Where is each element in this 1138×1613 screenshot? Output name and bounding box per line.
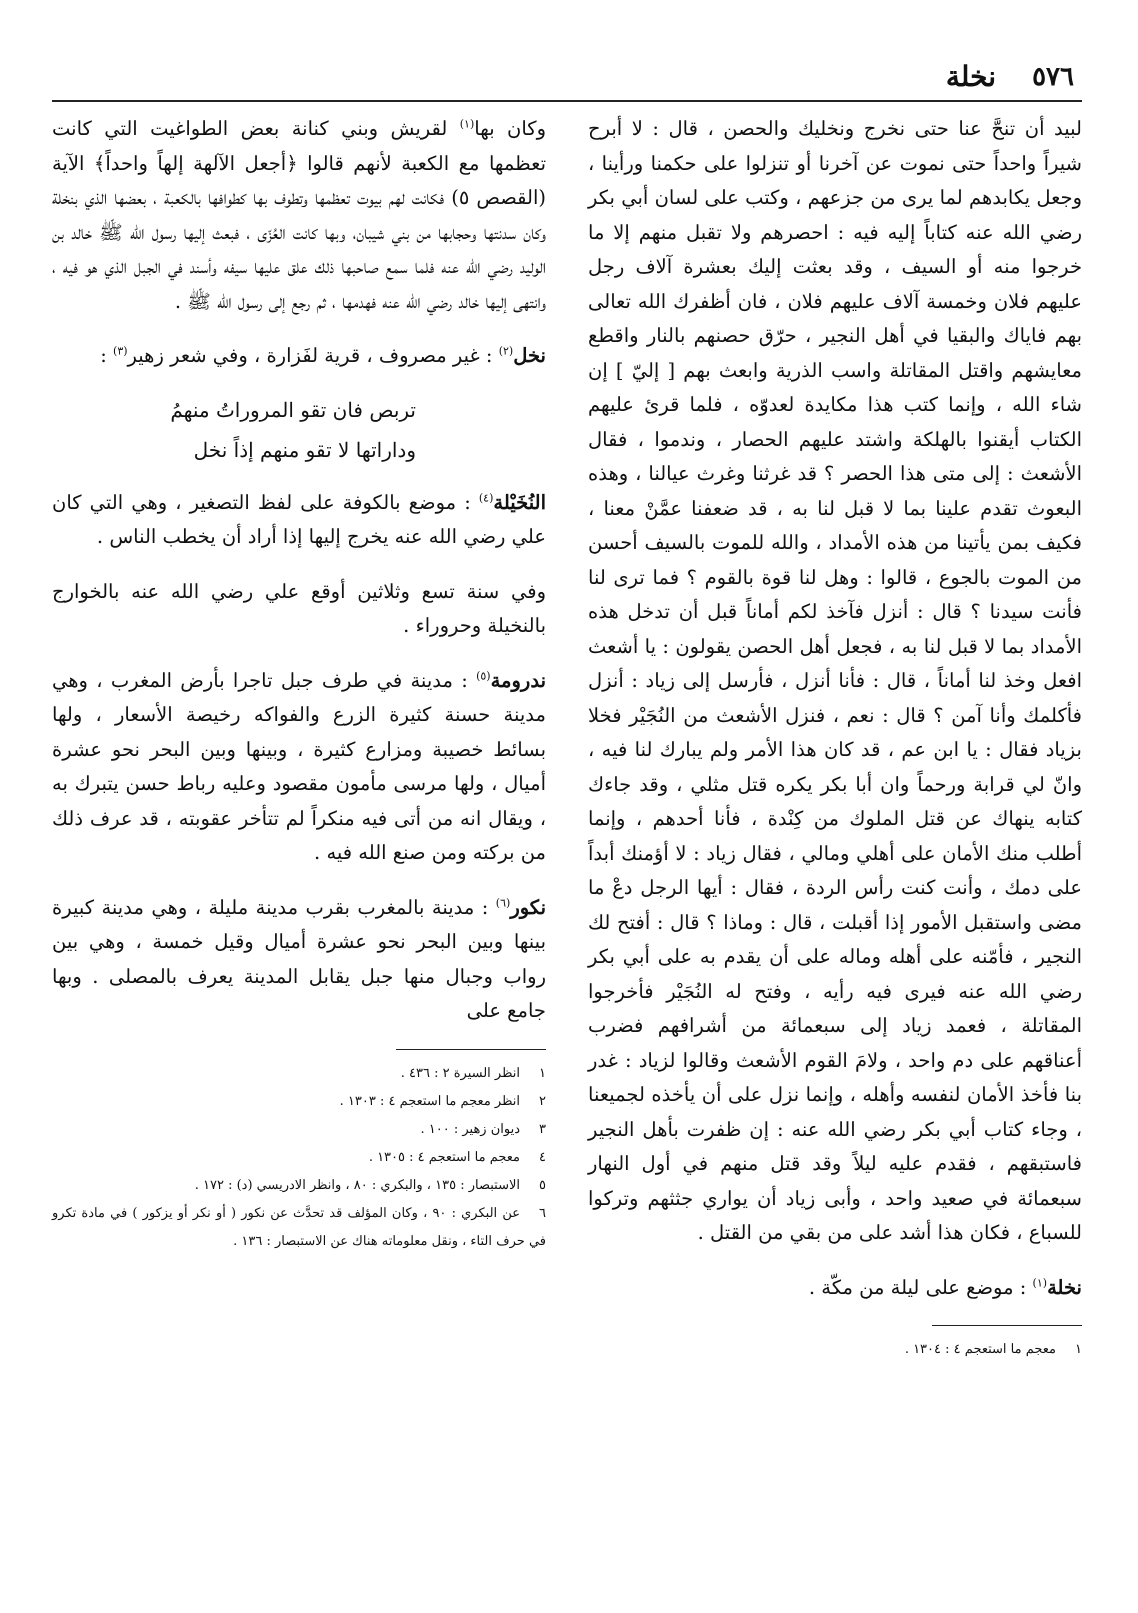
footnote-text: انظر السيرة ٢ : ٤٣٦ . [400,1065,520,1081]
footnote [588,1336,1082,1364]
entry-nadruma [52,664,546,871]
footnote-mark: (٥) [476,669,491,682]
footnote-mark: (١) [1032,1276,1048,1289]
entry-text: : مدينة بالمغرب بقرب مدينة مليلة ، وهي مدينة كبيرة بينها وبين البحر نحو عشرة أميال وقيل خمسة ، وهي بين رواب وجبال منها جبل يقابل المدينة يعرف بالمصلى . وبها جامع على [52,895,546,1022]
footnote [52,1060,546,1088]
footnote [52,1144,546,1172]
footnote-text: معجم ما استعجم ٤ : ١٣٠٥ . [368,1149,520,1165]
headword: ندرومة [490,668,546,692]
footnote-text: معجم ما استعجم ٤ : ١٣٠٤ . [904,1342,1056,1357]
entry-nakur [52,891,546,1029]
poem-line: وداراتها لا تقو منهم إذاً نخل [193,437,416,462]
entry-nakhl [52,339,546,374]
footnote-number: ٦ [539,1205,546,1221]
footnote [52,1200,546,1256]
footnote [52,1088,546,1116]
footnote-text: الاستبصار : ١٣٥ ، والبكري : ٨٠ ، وانظر الادريسي (د) : ١٧٢ . [194,1177,520,1193]
headword: نكور [510,895,546,919]
footnote-mark: (٢) [498,344,514,358]
footnote-text: ديوان زهير : ١٠٠ . [420,1121,520,1137]
footnote-number: ١ [1075,1342,1082,1357]
left-column [52,112,546,1256]
headword: النُخَيْلة [493,490,546,514]
running-title: نخلة [945,60,996,93]
entry-text: : مدينة في طرف جبل تاجرا بأرض المغرب ، وهي مدينة حسنة كثيرة الزرع والفواكه رخيصة الأسعار ، ولها بسائط خصيبة ومزارع كثيرة ، وبينها وبين البحر نحو عشرة أميال ، ولها مرسى مأمون مقصود وعليه رباط حسن يتبرك به ، ويقال انه من أتى فيه منكراً لم تتأخر عقوبته ، قد عرف ذلك من بركته ومن صنع الله فيه . [52,668,546,864]
footnote-text: انظر معجم ما استعجم ٤ : ١٣٠٣ . [339,1093,520,1109]
footnote-rule [396,1049,546,1050]
footnote-number: ٣ [539,1121,546,1137]
entry-text: : غير مصروف ، قرية لفَزارة ، وفي شعر زهير [127,344,499,367]
footnote-number: ٢ [539,1093,546,1109]
footnote-mark: (٤) [478,491,494,504]
right-column [588,112,1082,1364]
footnote [52,1172,546,1200]
footnote-number: ٥ [539,1177,546,1193]
paragraph: لبيد أن تنحَّ عنا حتى نخرج ونخليك والحصن ، قال : لا أبرح شيراً واحداً حتى نموت عن آخرنا أو تنزلوا على حكمنا ورأينا ، وجعل يكابدهم لما يرى من جزعهم ، وكتب على لسان أبي بكر رضي الله عنه كتاباً إليه فيه : احصرهم ولا تقبل منهم إلا ما خرجوا منه أو السيف ، وقد بعثت إليك بعشرة آلاف رجل عليهم فلان وخمسة آلاف عليهم فلان ، فان أظفرك الله تعالى بهم فاياك والبقيا في أهل النجير ، حرّق حصنهم بالنار واقطع معايشهم واقتل المقاتلة واسب الذرية وابعث بهم [ إليّ ] إن شاء الله ، وإنما كتب هذا مكايدة لعدوّه ، فلما قرئ عليهم الكتاب أيقنوا بالهلكة واشتد عليهم الحصار ، وندموا ، فقال الأشعث : إلى متى هذا الحصر ؟ قد غرثنا وغرث عيالنا ، وهذه البعوث تقدم علينا بما لا قبل لنا به ، قد ضعفنا عمَّنْ معنا ، فكيف بمن يأتينا من هذه الأمداد ، والله للموت بالسيف أحسن من الموت بالجوع ، قالوا : وهل لنا قوة بالقوم ؟ فما ترى لنا فأنت سيدنا ؟ قال : أنزل فآخذ لكم أماناً قبل أن تدخل هذه الأمداد بما لا قبل لنا به ، فجعل أهل الحصن يقولون : يا أشعث افعل وخذ لنا أماناً ، قال : فأنا أنزل ، فأرسل إلى زياد : أنزل فأكلمك وأنا آمن ؟ قال : نعم ، فنزل الأشعث من النُجَيْر فخلا بزياد فقال : يا ابن عم ، قد كان هذا الأمر ولم يبارك لنا فيه ، وانّ لي قرابة ورحماً وان أبا بكر يكره قتل مثلي ، وقد جاءك كتابه ينهاك عن قتل الملوك من كِنْدة ، فأنا أحدهم ، وإنما أطلب منك الأمان على أهلي ومالي ، فقال زياد : لا أؤمنك أبداً على دمك ، وأنت كنت رأس الردة ، فقال : أيها الرجل دعْ ما مضى واستقبل الأمور إذا أقبلت ، قال : وماذا ؟ قال : أفتح لك النجير ، فأمّنه على أهله وماله على أن يقدم به على أبي بكر رضي الله عنه فيرى فيه رأيه ، وفتح له النُجَيْر فأخرجوا المقاتلة ، فعمد زياد إلى سبعمائة من أشرافهم فضرب أعناقهم على دم واحد ، ولامَ القوم الأشعث وقالوا لزياد : غدر بنا فأخذ الأمان لنفسه وأهله ، وإنما نزل على أن يأخذه لجميعنا ، وجاء كتاب أبي بكر رضي الله عنه : إن ظفرت بأهل النجير فاستبقهم ، فقدم عليه ليلاً وقد قتل منهم في أول النهار سبعمائة في صعيد واحد ، وأبى زياد أن يواري جثثهم وتركوا للسباع ، فكان هذا أشد على من بقي من القتل . [588,117,1082,1244]
footnote-mark: (٦) [495,896,511,909]
footnote-rule [932,1325,1082,1326]
page-header [52,62,1082,92]
paragraph [52,112,546,319]
paragraph-text: لقريش وبني كنانة بعض الطواغيت التي كانت تعظمها مع الكعبة لأنهم قالوا ﴿أجعل الآلهة إلهاً واحداً﴾ الآية (القصص ٥) فكانت لهم بيوت تعظمها وتطوف بها كطوافها بالكعبة ، بعضها الذي بنخلة وكان سدنتها وحجابها من بني شيبان، وبها كانت العُزّى ، فبعث إليها رسول الله ﷺ خالد بن الوليد رضي الله عنه فلما سمع صاحبها ذلك علق عليها سيفه وأسند في الجبل الذي هو فيه ، وانتهى إليها خالد رضي الله عنه فهدمها ، ثم رجع إلى رسول الله ﷺ . [52,117,546,313]
paragraph-lead: وكان بها [474,117,546,140]
entry-text: : موضع بالكوفة على لفظ التصغير ، وهي التي كان علي رضي الله عنه يخرج إليها إذا أراد أن يخطب الناس . [52,490,546,548]
entry-nukhayla [52,486,546,555]
footnote-number: ٤ [539,1149,546,1165]
header-rule [52,100,1082,102]
footnote-mark: (١) [459,117,475,131]
footnote-number: ١ [539,1065,546,1081]
headword: نخل [513,344,546,367]
paragraph: وفي سنة تسع وثلاثين أوقع علي رضي الله عنه بالخوارج بالنخيلة وحروراء . [52,579,546,637]
footnote-text: عن البكري : ٩٠ ، وكان المؤلف قد تحدَّث عن نكور ( أو نكر أو يزكور ) في مادة تكرو في حرف التاء ، ونقل معلوماته هناك عن الاستبصار : ١٣٦ . [52,1205,546,1249]
footnote-mark: (٣) [113,344,128,358]
page-number: ٥٧٦ [1032,62,1074,92]
entry-nakhla [588,1271,1082,1306]
footnote [52,1116,546,1144]
headword: نخلة [1047,1275,1082,1299]
entry-text: : موضع على ليلة من مكّة . [808,1275,1033,1299]
entry-text: : [100,344,114,367]
poem [52,390,546,470]
poem-line: تربص فان تقو المروراتُ منهمُ [170,397,416,422]
